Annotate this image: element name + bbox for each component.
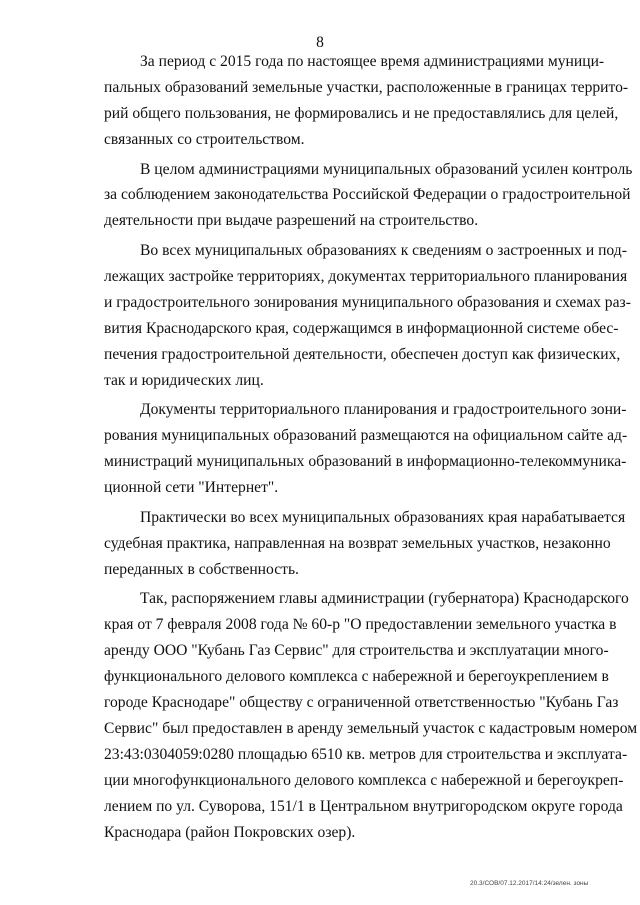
text-line: лежащих застройке территориях, документах территориального планирования: [104, 268, 628, 285]
text-line: судебная практика, направленная на возврат земельных участков, незаконно: [104, 535, 611, 552]
footer-stamp: 20.3/СОВ/07.12.2017/14:24/зелен. зоны: [470, 880, 589, 887]
text-line: Документы территориального планирования и градостроительного зони-: [140, 401, 627, 418]
text-line: функционального делового комплекса с набережной и берегоукреплением в: [104, 668, 609, 685]
text-line: городе Краснодаре" обществу с ограниченной ответственностью "Кубань Газ: [104, 694, 619, 711]
text-line: переданных в собственность.: [104, 561, 299, 578]
text-line: рий общего пользования, не формировались и не предоставлялись для целей,: [104, 105, 619, 122]
text-line: за соблюдением законодательства Российской Федерации о градостроительной: [104, 186, 631, 203]
text-line: края от 7 февраля 2008 года № 60-р "О предоставлении земельного участка в: [104, 616, 617, 633]
text-line: Так, распоряжением главы администрации (губернатора) Краснодарского: [140, 590, 629, 607]
text-line: Практически во всех муниципальных образованиях края нарабатывается: [140, 509, 626, 526]
text-line: Краснодара (район Покровских озер).: [104, 824, 356, 841]
text-line: пальных образований земельные участки, расположенные в границах террито-: [104, 79, 629, 96]
text-line: аренду ООО "Кубань Газ Сервис" для строительства и эксплуатации много-: [104, 642, 609, 659]
text-line: ции многофункционального делового комплекса с набережной и берегоукреп-: [104, 772, 624, 789]
text-line: лением по ул. Суворова, 151/1 в Центральном внутригородском округе города: [104, 798, 623, 815]
text-line: и градостроительного зонирования муниципального образования и схемах раз-: [104, 294, 631, 311]
text-line: За период с 2015 года по настоящее время администрациями муници-: [140, 53, 605, 70]
text-line: министраций муниципальных образований в информационно-телекоммуника-: [104, 453, 627, 470]
text-line: печения градостроительной деятельности, обеспечен доступ как физических,: [104, 346, 621, 363]
text-line: рования муниципальных образований размещаются на официальном сайте ад-: [104, 427, 628, 444]
text-line: Во всех муниципальных образованиях к сведениям о застроенных и под-: [140, 242, 627, 259]
text-line: так и юридических лиц.: [104, 372, 264, 389]
text-line: связанных со строительством.: [104, 131, 305, 148]
text-line: 23:43:0304059:0280 площадью 6510 кв. метров для строительства и эксплуата-: [104, 746, 628, 763]
text-line: В целом администрациями муниципальных образований усилен контроль: [140, 161, 633, 178]
text-line: Сервис" был предоставлен в аренду земельный участок с кадастровым номером: [104, 720, 638, 737]
page-number: 8: [316, 34, 324, 51]
text-line: вития Краснодарского края, содержащимся в информационной системе обес-: [104, 320, 619, 337]
text-line: ционной сети "Интернет".: [104, 479, 279, 496]
text-line: деятельности при выдаче разрешений на строительство.: [104, 212, 479, 229]
